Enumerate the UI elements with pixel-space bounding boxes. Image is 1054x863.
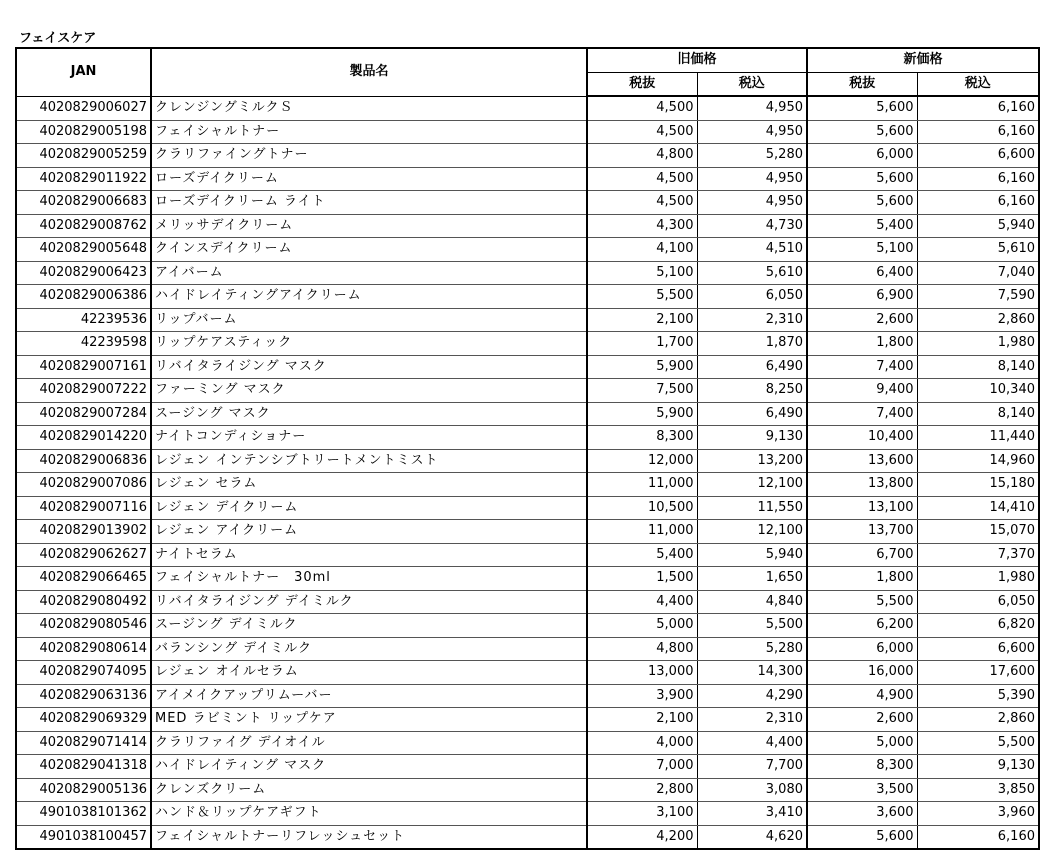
cell-old-tax-incl: 4,620 [697, 825, 807, 849]
cell-new-tax-excl: 5,600 [807, 191, 917, 215]
cell-old-tax-excl: 5,900 [587, 402, 697, 426]
table-row [16, 167, 1039, 191]
cell-old-tax-incl: 13,200 [697, 449, 807, 473]
cell-new-tax-excl: 16,000 [807, 661, 917, 685]
cell-jan: 4020829062627 [16, 543, 151, 567]
table-row [16, 778, 1039, 802]
cell-product-name: リップバーム [151, 308, 587, 332]
cell-new-tax-incl: 10,340 [917, 379, 1039, 403]
cell-new-tax-excl: 5,500 [807, 590, 917, 614]
cell-old-tax-incl: 5,940 [697, 543, 807, 567]
cell-new-tax-excl: 4,900 [807, 684, 917, 708]
cell-product-name: レジェン アイクリーム [151, 520, 587, 544]
table-row [16, 684, 1039, 708]
cell-new-tax-incl: 6,600 [917, 144, 1039, 168]
cell-new-tax-excl: 2,600 [807, 308, 917, 332]
table-row [16, 379, 1039, 403]
cell-old-tax-excl: 2,100 [587, 308, 697, 332]
cell-old-tax-excl: 5,000 [587, 614, 697, 638]
cell-new-tax-incl: 14,410 [917, 496, 1039, 520]
header-new-tax-excl: 税抜 [807, 72, 917, 96]
cell-new-tax-excl: 13,800 [807, 473, 917, 497]
cell-old-tax-excl: 7,500 [587, 379, 697, 403]
cell-old-tax-excl: 5,500 [587, 285, 697, 309]
cell-new-tax-incl: 14,960 [917, 449, 1039, 473]
cell-new-tax-excl: 5,600 [807, 120, 917, 144]
cell-old-tax-excl: 4,200 [587, 825, 697, 849]
header-old-price: 旧価格 [587, 48, 807, 72]
cell-old-tax-incl: 6,490 [697, 402, 807, 426]
cell-new-tax-excl: 3,500 [807, 778, 917, 802]
cell-new-tax-excl: 6,000 [807, 144, 917, 168]
cell-new-tax-excl: 5,000 [807, 731, 917, 755]
table-row [16, 731, 1039, 755]
cell-old-tax-excl: 4,100 [587, 238, 697, 262]
cell-old-tax-excl: 4,500 [587, 96, 697, 120]
cell-new-tax-incl: 1,980 [917, 567, 1039, 591]
cell-product-name: リバイタライジング デイミルク [151, 590, 587, 614]
cell-new-tax-excl: 5,600 [807, 96, 917, 120]
cell-old-tax-excl: 2,100 [587, 708, 697, 732]
cell-new-tax-incl: 6,820 [917, 614, 1039, 638]
cell-old-tax-incl: 5,610 [697, 261, 807, 285]
cell-product-name: メリッサデイクリーム [151, 214, 587, 238]
table-row [16, 637, 1039, 661]
table-row [16, 755, 1039, 779]
cell-new-tax-incl: 6,160 [917, 167, 1039, 191]
cell-old-tax-excl: 4,800 [587, 144, 697, 168]
cell-new-tax-incl: 5,390 [917, 684, 1039, 708]
table-row [16, 708, 1039, 732]
cell-new-tax-excl: 9,400 [807, 379, 917, 403]
cell-jan: 42239536 [16, 308, 151, 332]
table-row [16, 120, 1039, 144]
cell-jan: 4020829080546 [16, 614, 151, 638]
table-row [16, 426, 1039, 450]
cell-jan: 4020829007222 [16, 379, 151, 403]
cell-product-name: フェイシャルトナー 30ml [151, 567, 587, 591]
header-jan: JAN [16, 48, 151, 96]
cell-product-name: クレンジングミルクＳ [151, 96, 587, 120]
cell-jan: 4020829080492 [16, 590, 151, 614]
cell-product-name: リバイタライジング マスク [151, 355, 587, 379]
table-row [16, 567, 1039, 591]
cell-new-tax-excl: 6,400 [807, 261, 917, 285]
cell-new-tax-incl: 6,160 [917, 96, 1039, 120]
cell-new-tax-incl: 5,610 [917, 238, 1039, 262]
cell-new-tax-excl: 5,600 [807, 825, 917, 849]
cell-product-name: MED ラビミント リップケア [151, 708, 587, 732]
cell-jan: 4020829080614 [16, 637, 151, 661]
cell-product-name: アイメイクアップリムーバー [151, 684, 587, 708]
cell-old-tax-incl: 2,310 [697, 708, 807, 732]
cell-old-tax-excl: 4,500 [587, 191, 697, 215]
cell-new-tax-excl: 5,400 [807, 214, 917, 238]
cell-new-tax-incl: 5,500 [917, 731, 1039, 755]
cell-old-tax-incl: 12,100 [697, 520, 807, 544]
table-row [16, 473, 1039, 497]
cell-new-tax-incl: 6,160 [917, 120, 1039, 144]
table-row [16, 520, 1039, 544]
cell-old-tax-excl: 7,000 [587, 755, 697, 779]
cell-product-name: ナイトコンディショナー [151, 426, 587, 450]
cell-old-tax-incl: 6,050 [697, 285, 807, 309]
header-old-tax-incl: 税込 [697, 72, 807, 96]
cell-new-tax-incl: 7,590 [917, 285, 1039, 309]
cell-old-tax-excl: 11,000 [587, 520, 697, 544]
cell-old-tax-incl: 1,870 [697, 332, 807, 356]
cell-old-tax-incl: 4,950 [697, 191, 807, 215]
cell-old-tax-excl: 2,800 [587, 778, 697, 802]
cell-product-name: アイバーム [151, 261, 587, 285]
cell-jan: 4020829005136 [16, 778, 151, 802]
cell-jan: 42239598 [16, 332, 151, 356]
cell-old-tax-excl: 11,000 [587, 473, 697, 497]
cell-old-tax-excl: 12,000 [587, 449, 697, 473]
cell-jan: 4020829008762 [16, 214, 151, 238]
cell-new-tax-excl: 2,600 [807, 708, 917, 732]
cell-new-tax-excl: 6,900 [807, 285, 917, 309]
cell-jan: 4020829069329 [16, 708, 151, 732]
cell-product-name: リップケアスティック [151, 332, 587, 356]
cell-old-tax-excl: 4,000 [587, 731, 697, 755]
cell-new-tax-incl: 6,160 [917, 191, 1039, 215]
cell-old-tax-excl: 1,500 [587, 567, 697, 591]
cell-product-name: バランシング デイミルク [151, 637, 587, 661]
table-row [16, 332, 1039, 356]
cell-product-name: ナイトセラム [151, 543, 587, 567]
cell-jan: 4020829066465 [16, 567, 151, 591]
cell-jan: 4020829007116 [16, 496, 151, 520]
table-row [16, 614, 1039, 638]
cell-product-name: ファーミング マスク [151, 379, 587, 403]
cell-jan: 4020829005259 [16, 144, 151, 168]
cell-new-tax-incl: 6,050 [917, 590, 1039, 614]
cell-product-name: レジェン インテンシブトリートメントミスト [151, 449, 587, 473]
cell-new-tax-incl: 7,040 [917, 261, 1039, 285]
cell-old-tax-incl: 4,840 [697, 590, 807, 614]
table-row [16, 355, 1039, 379]
cell-old-tax-incl: 5,500 [697, 614, 807, 638]
table-row [16, 543, 1039, 567]
cell-old-tax-excl: 5,400 [587, 543, 697, 567]
table-row [16, 214, 1039, 238]
cell-product-name: レジェン セラム [151, 473, 587, 497]
cell-product-name: クラリファイングトナー [151, 144, 587, 168]
cell-old-tax-incl: 4,730 [697, 214, 807, 238]
table-row [16, 449, 1039, 473]
table-row [16, 191, 1039, 215]
table-row [16, 261, 1039, 285]
cell-old-tax-excl: 8,300 [587, 426, 697, 450]
cell-old-tax-incl: 4,290 [697, 684, 807, 708]
cell-new-tax-excl: 1,800 [807, 332, 917, 356]
cell-old-tax-incl: 11,550 [697, 496, 807, 520]
cell-jan: 4901038101362 [16, 802, 151, 826]
cell-jan: 4020829014220 [16, 426, 151, 450]
cell-product-name: クラリファイグ デイオイル [151, 731, 587, 755]
cell-new-tax-incl: 15,070 [917, 520, 1039, 544]
cell-new-tax-incl: 1,980 [917, 332, 1039, 356]
table-row [16, 144, 1039, 168]
cell-old-tax-incl: 4,400 [697, 731, 807, 755]
cell-old-tax-incl: 2,310 [697, 308, 807, 332]
table-row [16, 285, 1039, 309]
cell-new-tax-incl: 11,440 [917, 426, 1039, 450]
cell-old-tax-incl: 4,950 [697, 120, 807, 144]
cell-product-name: スージング マスク [151, 402, 587, 426]
table-row [16, 825, 1039, 849]
cell-old-tax-incl: 3,080 [697, 778, 807, 802]
cell-jan: 4020829071414 [16, 731, 151, 755]
cell-new-tax-excl: 3,600 [807, 802, 917, 826]
cell-product-name: ハイドレイティングアイクリーム [151, 285, 587, 309]
cell-jan: 4020829006836 [16, 449, 151, 473]
cell-old-tax-excl: 10,500 [587, 496, 697, 520]
cell-jan: 4020829006027 [16, 96, 151, 120]
cell-old-tax-excl: 3,900 [587, 684, 697, 708]
cell-old-tax-incl: 6,490 [697, 355, 807, 379]
section-title: フェイスケア [19, 31, 97, 46]
cell-new-tax-incl: 8,140 [917, 355, 1039, 379]
table-row [16, 590, 1039, 614]
table-row [16, 496, 1039, 520]
cell-jan: 4020829005648 [16, 238, 151, 262]
cell-old-tax-incl: 8,250 [697, 379, 807, 403]
cell-jan: 4020829006423 [16, 261, 151, 285]
header-new-price: 新価格 [807, 48, 1039, 72]
table-body [16, 96, 1039, 849]
cell-product-name: ローズデイクリーム ライト [151, 191, 587, 215]
cell-old-tax-excl: 4,400 [587, 590, 697, 614]
table-row [16, 96, 1039, 120]
cell-new-tax-excl: 8,300 [807, 755, 917, 779]
cell-product-name: クレンズクリーム [151, 778, 587, 802]
cell-new-tax-incl: 2,860 [917, 708, 1039, 732]
cell-jan: 4020829007086 [16, 473, 151, 497]
cell-old-tax-excl: 5,100 [587, 261, 697, 285]
cell-new-tax-excl: 6,000 [807, 637, 917, 661]
cell-jan: 4901038100457 [16, 825, 151, 849]
cell-new-tax-excl: 6,200 [807, 614, 917, 638]
cell-new-tax-excl: 13,700 [807, 520, 917, 544]
cell-new-tax-incl: 17,600 [917, 661, 1039, 685]
cell-jan: 4020829007161 [16, 355, 151, 379]
cell-new-tax-incl: 15,180 [917, 473, 1039, 497]
cell-new-tax-incl: 2,860 [917, 308, 1039, 332]
cell-jan: 4020829063136 [16, 684, 151, 708]
cell-new-tax-excl: 13,100 [807, 496, 917, 520]
cell-jan: 4020829006386 [16, 285, 151, 309]
table-row [16, 402, 1039, 426]
cell-product-name: ローズデイクリーム [151, 167, 587, 191]
cell-new-tax-incl: 8,140 [917, 402, 1039, 426]
cell-new-tax-incl: 7,370 [917, 543, 1039, 567]
cell-old-tax-excl: 4,800 [587, 637, 697, 661]
cell-old-tax-excl: 3,100 [587, 802, 697, 826]
cell-product-name: フェイシャルトナー [151, 120, 587, 144]
cell-new-tax-excl: 7,400 [807, 355, 917, 379]
cell-new-tax-excl: 6,700 [807, 543, 917, 567]
cell-new-tax-incl: 6,160 [917, 825, 1039, 849]
cell-old-tax-excl: 4,500 [587, 120, 697, 144]
cell-old-tax-excl: 4,300 [587, 214, 697, 238]
table-row [16, 802, 1039, 826]
cell-new-tax-excl: 1,800 [807, 567, 917, 591]
cell-new-tax-excl: 7,400 [807, 402, 917, 426]
cell-new-tax-incl: 3,850 [917, 778, 1039, 802]
cell-new-tax-excl: 5,600 [807, 167, 917, 191]
cell-old-tax-excl: 4,500 [587, 167, 697, 191]
header-product-name: 製品名 [151, 48, 587, 96]
cell-old-tax-incl: 4,510 [697, 238, 807, 262]
cell-old-tax-incl: 7,700 [697, 755, 807, 779]
cell-product-name: ハイドレイティング マスク [151, 755, 587, 779]
cell-jan: 4020829041318 [16, 755, 151, 779]
table-row [16, 238, 1039, 262]
cell-product-name: クインスデイクリーム [151, 238, 587, 262]
cell-product-name: フェイシャルトナーリフレッシュセット [151, 825, 587, 849]
cell-jan: 4020829011922 [16, 167, 151, 191]
cell-new-tax-incl: 5,940 [917, 214, 1039, 238]
header-old-tax-excl: 税抜 [587, 72, 697, 96]
cell-product-name: ハンド＆リップケアギフト [151, 802, 587, 826]
cell-old-tax-excl: 13,000 [587, 661, 697, 685]
cell-product-name: スージング デイミルク [151, 614, 587, 638]
cell-old-tax-incl: 9,130 [697, 426, 807, 450]
cell-jan: 4020829006683 [16, 191, 151, 215]
cell-old-tax-incl: 12,100 [697, 473, 807, 497]
cell-old-tax-incl: 5,280 [697, 637, 807, 661]
cell-old-tax-incl: 4,950 [697, 167, 807, 191]
cell-new-tax-incl: 3,960 [917, 802, 1039, 826]
cell-new-tax-excl: 10,400 [807, 426, 917, 450]
cell-new-tax-incl: 6,600 [917, 637, 1039, 661]
cell-jan: 4020829005198 [16, 120, 151, 144]
price-table [15, 47, 1040, 850]
cell-new-tax-excl: 5,100 [807, 238, 917, 262]
cell-jan: 4020829007284 [16, 402, 151, 426]
header-new-tax-incl: 税込 [917, 72, 1039, 96]
cell-old-tax-incl: 4,950 [697, 96, 807, 120]
cell-old-tax-excl: 1,700 [587, 332, 697, 356]
cell-jan: 4020829074095 [16, 661, 151, 685]
cell-old-tax-incl: 14,300 [697, 661, 807, 685]
cell-new-tax-incl: 9,130 [917, 755, 1039, 779]
cell-old-tax-incl: 3,410 [697, 802, 807, 826]
cell-product-name: レジェン オイルセラム [151, 661, 587, 685]
table-row [16, 661, 1039, 685]
cell-jan: 4020829013902 [16, 520, 151, 544]
cell-old-tax-incl: 1,650 [697, 567, 807, 591]
cell-old-tax-excl: 5,900 [587, 355, 697, 379]
cell-new-tax-excl: 13,600 [807, 449, 917, 473]
cell-old-tax-incl: 5,280 [697, 144, 807, 168]
cell-product-name: レジェン デイクリーム [151, 496, 587, 520]
table-row [16, 308, 1039, 332]
